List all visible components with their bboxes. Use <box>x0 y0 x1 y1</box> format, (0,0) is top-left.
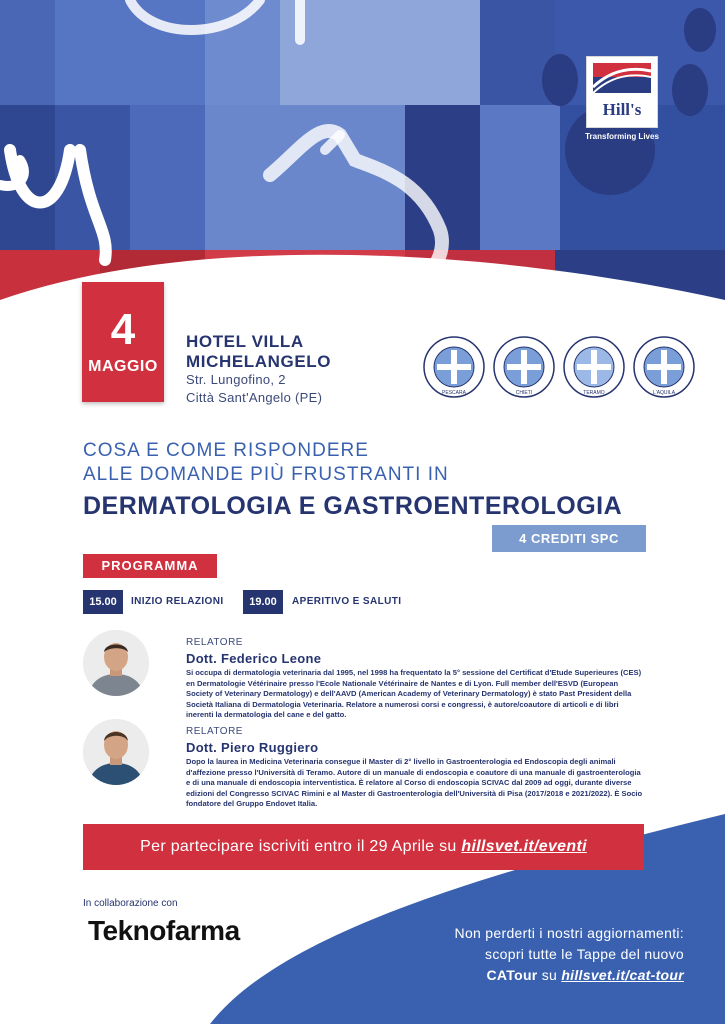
subtitle-line1: COSA E COME RISPONDERE <box>83 440 369 461</box>
header-mosaic <box>0 0 725 330</box>
footer-line2: scopri tutte le Tappe del nuovo <box>485 946 684 962</box>
collaboration-label: In collaborazione con <box>83 898 178 909</box>
hills-tagline: Transforming Lives <box>585 132 659 141</box>
footer-line3-mid: su <box>537 967 562 983</box>
seal-label: L'AQUILA <box>652 390 676 396</box>
registration-text: Per partecipare iscriviti entro il 29 Aprile su <box>140 838 462 855</box>
hills-logo-text: Hill's <box>602 100 642 119</box>
catour-link[interactable]: hillsvet.it/cat-tour <box>561 967 684 983</box>
program-item-label: INIZIO RELAZIONI <box>131 596 224 607</box>
speaker-name: Dott. Federico Leone <box>186 651 322 666</box>
speaker-name: Dott. Piero Ruggiero <box>186 740 319 755</box>
program-label: PROGRAMMA <box>83 554 217 578</box>
seal-label: TERAMO <box>583 390 605 396</box>
time-badge: 15.00 <box>83 590 123 614</box>
seal-chieti <box>493 336 555 398</box>
catour-label: CATour <box>486 967 538 983</box>
time-badge: 19.00 <box>243 590 283 614</box>
speaker-role: RELATORE <box>186 637 243 648</box>
venue-address-line1: Str. Lungofino, 2 <box>186 372 286 387</box>
speaker-role: RELATORE <box>186 726 243 737</box>
hills-logo <box>586 56 658 128</box>
speaker-photo <box>83 630 149 696</box>
seal-teramo <box>563 336 625 398</box>
event-month: MAGGIO <box>88 358 158 375</box>
date-badge <box>82 282 164 402</box>
footer-line3 <box>487 967 685 983</box>
speaker-photo <box>83 719 149 785</box>
footer-line1: Non perderti i nostri aggiornamenti: <box>454 925 684 941</box>
main-title: DERMATOLOGIA E GASTROENTEROLOGIA <box>83 492 623 520</box>
credits-badge: 4 CREDITI SPC <box>492 525 646 552</box>
venue-name: HOTEL VILLA MICHELANGELO <box>186 332 332 371</box>
registration-banner <box>83 824 644 870</box>
seal-laquila <box>633 336 695 398</box>
speaker-bio: Dopo la laurea in Medicina Veterinaria consegue il Master di 2° livello in Gastroenterologia ed Endoscopia degli animali d'affezione presso l'Università di Teramo. Autore di un manuale di endoscopia e coautore di una manuale di gastroenterologia e di una manuale di endoscopia interventistica. È relatore al Corso di endoscopia SCIVAC dal 2009 ad oggi, durante diverse edizioni del Congresso SCIVAC Rimini e al Master di Gastroenterologia dell'Università di Pisa (2017/2018 e 2021/2022). È Socio fondatore del Gruppo Endovet Italia. <box>186 757 643 808</box>
partner-logo: Teknofarma <box>88 915 240 946</box>
seal-label: PESCARA <box>442 390 466 396</box>
event-day: 4 <box>110 305 136 354</box>
program-item-label: APERITIVO E SALUTI <box>292 596 402 607</box>
seal-pescara <box>423 336 485 398</box>
seal-label: CHIETI <box>515 390 533 396</box>
registration-link[interactable]: hillsvet.it/eventi <box>461 838 587 855</box>
subtitle-line2: ALLE DOMANDE PIÙ FRUSTRANTI IN <box>83 464 449 485</box>
speaker-bio: Si occupa di dermatologia veterinaria dal 1995, nel 1998 ha frequentato la 5° sessione del Certificat d'Etude Superieures (CES) en Dermatologie Vétérinaire presso l'Ecole Nationale Vétérinaire de Nantes e di Lyon. Full member dell'ESVD (European Society of Veterinary Dermatology) e dell'AAVD (American Academy of Veterinary Dermatology) è stato Past President della Società Italiana di Dermatologia Veterinaria. Relatore a numerosi corsi e congressi, è autore/coautore di articoli e di libri inerenti la dermatologia del cane e del gatto. <box>186 668 642 719</box>
venue-address-line2: Città Sant'Angelo (PE) <box>186 390 323 405</box>
